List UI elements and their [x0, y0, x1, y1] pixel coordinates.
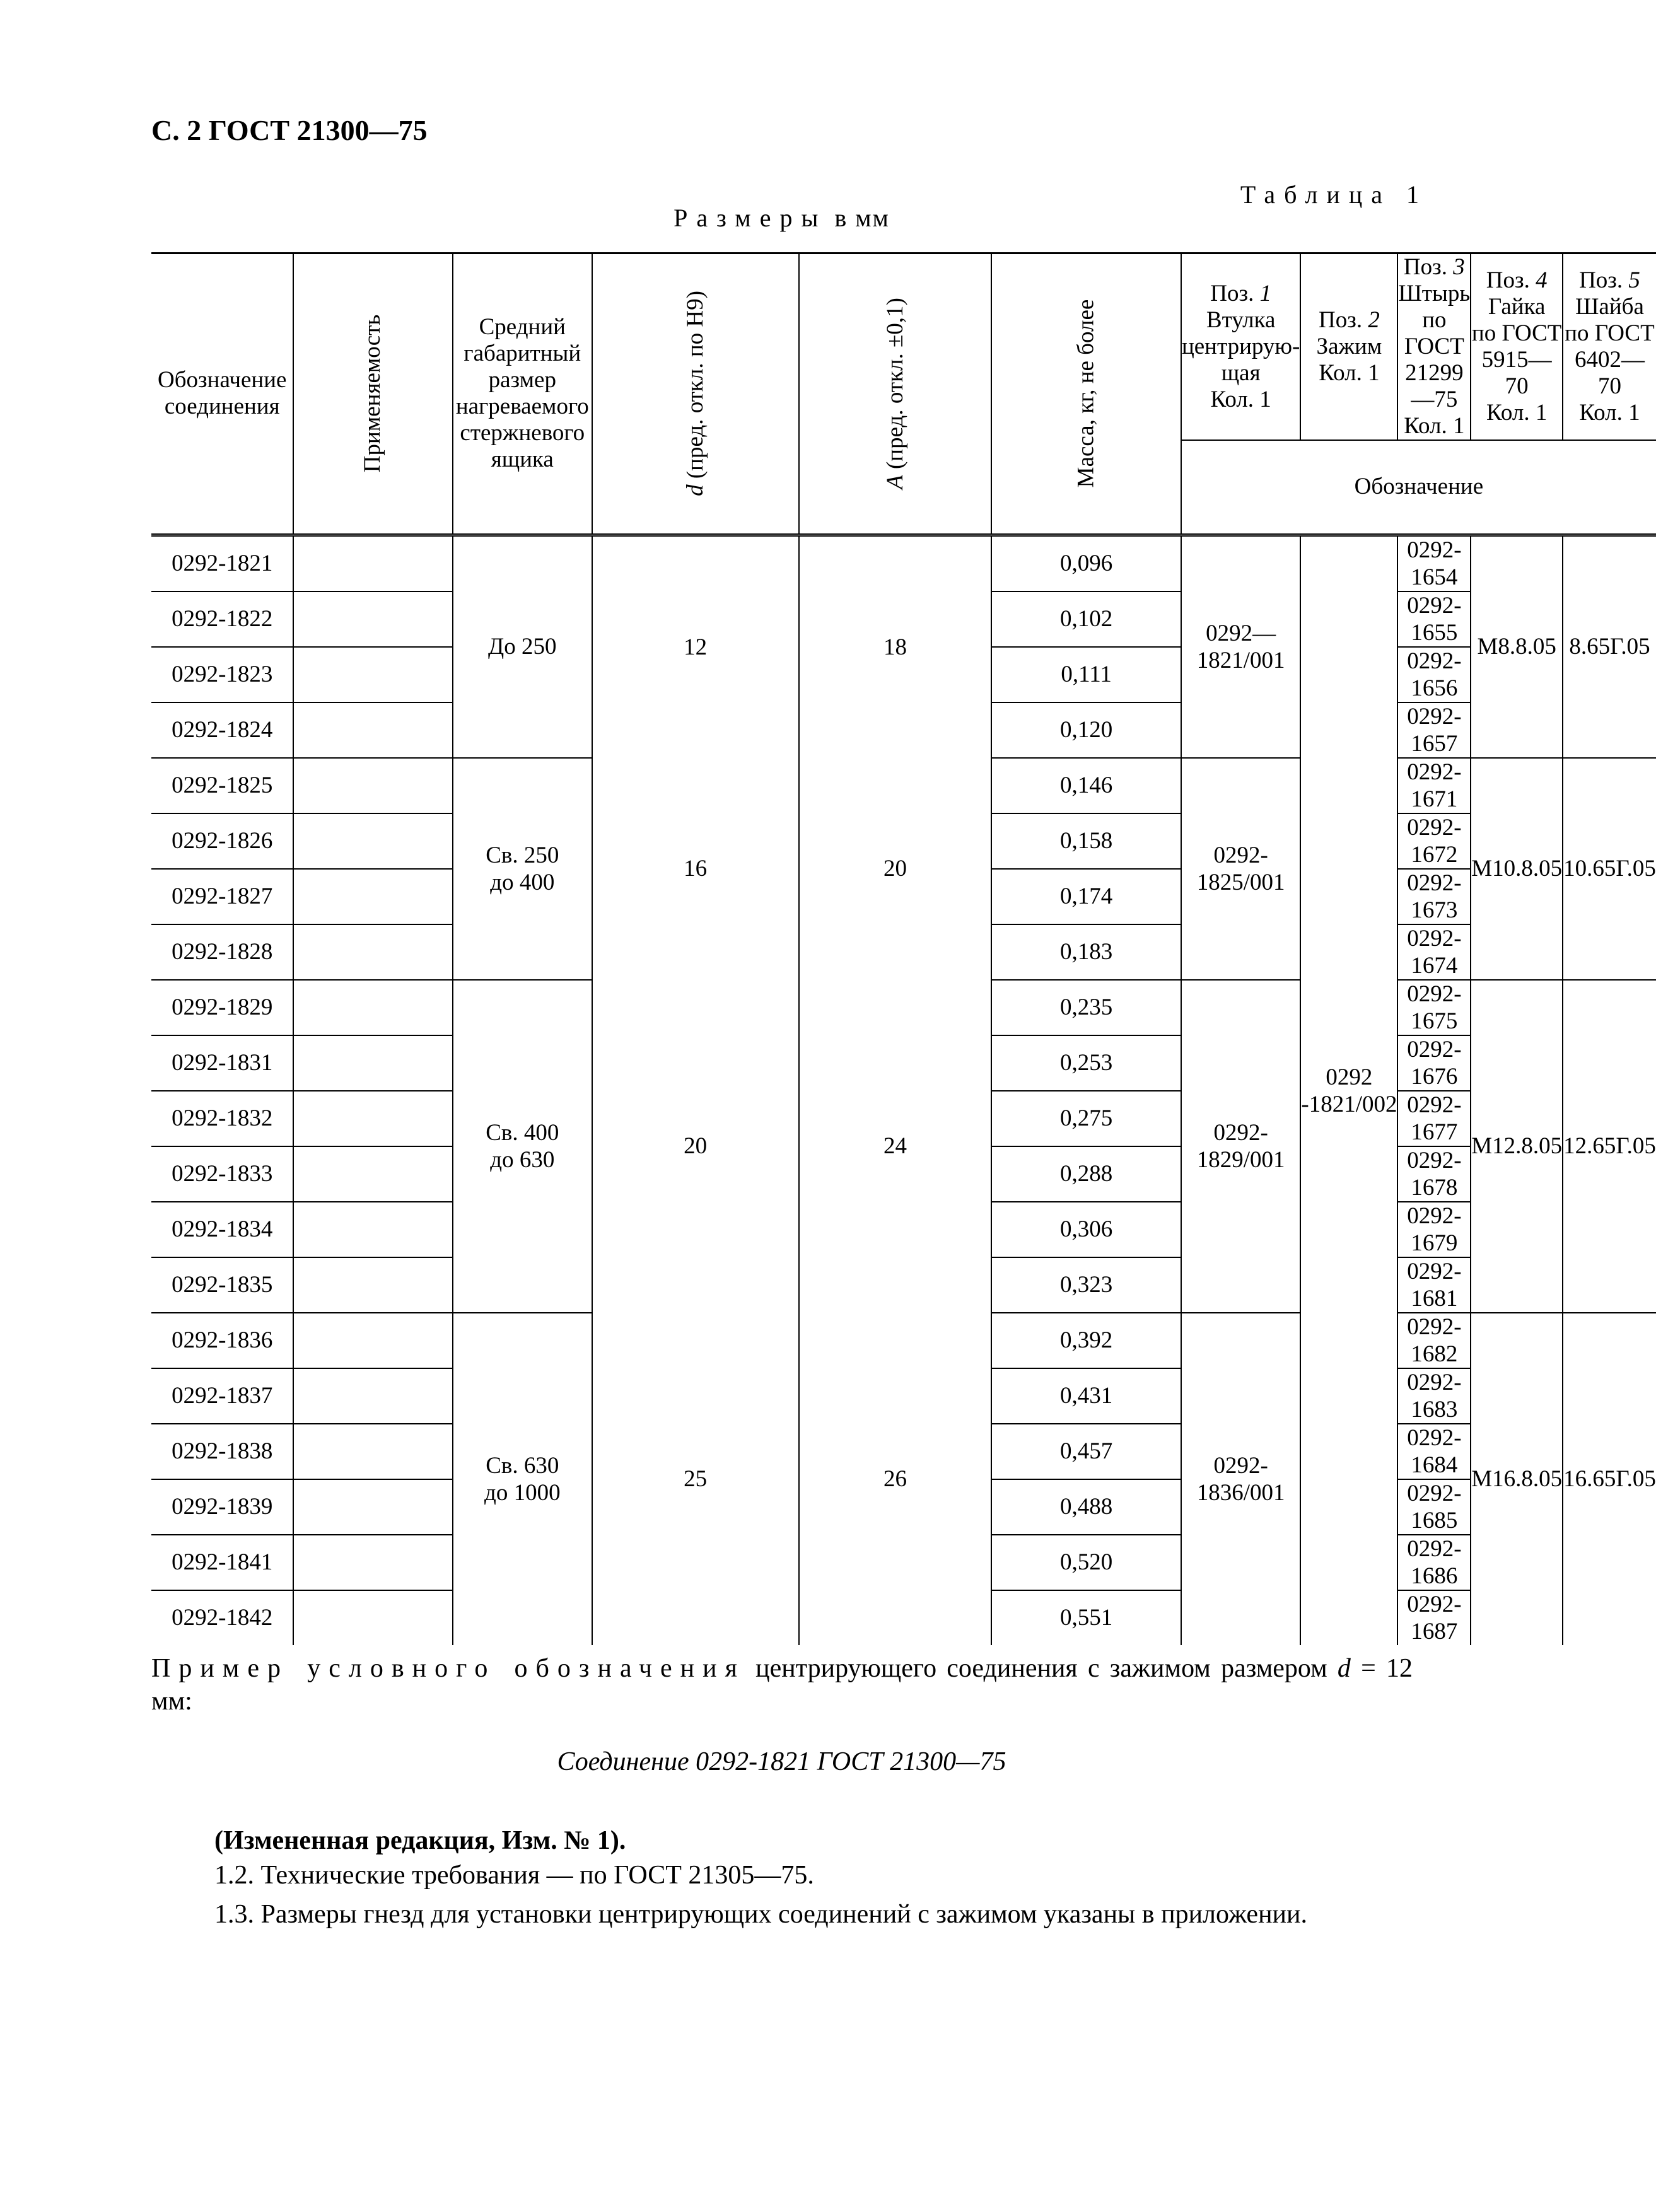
cell-mass: 0,288 — [991, 1146, 1181, 1202]
size-line-1: До 250 — [488, 634, 557, 660]
cell-pin: 0292-1672 — [1397, 813, 1471, 869]
cell-designation: 0292-1825 — [151, 758, 293, 813]
cell-washer: 8.65Г.05 — [1563, 535, 1656, 758]
cell-mass: 0,431 — [991, 1368, 1181, 1424]
header-pos3: Поз. 3 Штырь по ГОСТ 21299—75 Кол. 1 — [1398, 254, 1471, 439]
cell-designation: 0292-1824 — [151, 702, 293, 758]
cell-A: 26 — [799, 1313, 992, 1645]
cell-applicability — [293, 647, 452, 702]
cell-nut: M8.8.05 — [1471, 535, 1563, 758]
gost-table — [151, 252, 1656, 1645]
dims-rest: в мм — [827, 204, 890, 232]
cell-avg-size — [453, 535, 592, 758]
cell-bushing: 0292-1836/001 — [1181, 1313, 1300, 1645]
cell-d: 16 — [592, 758, 799, 980]
header-d: d (пред. откл. по H9) — [592, 253, 799, 535]
header-applicability: Применяемость — [293, 253, 452, 535]
cell-mass: 0,551 — [991, 1590, 1181, 1645]
cell-applicability — [293, 1368, 452, 1424]
cell-bushing: 0292-1825/001 — [1181, 758, 1300, 980]
cell-mass: 0,488 — [991, 1479, 1181, 1535]
clamp-line-2: -1821/002 — [1301, 1091, 1397, 1117]
cell-pin: 0292-1682 — [1397, 1313, 1471, 1368]
table-row — [151, 758, 1656, 813]
size-line-1: Св. 250 — [486, 842, 559, 868]
cell-designation: 0292-1833 — [151, 1146, 293, 1202]
cell-pin: 0292-1676 — [1397, 1035, 1471, 1091]
example-spaced: Пример условного обозначения — [151, 1654, 745, 1683]
cell-pin: 0292-1655 — [1397, 591, 1471, 647]
cell-washer: 10.65Г.05 — [1563, 758, 1656, 980]
cell-applicability — [293, 980, 452, 1035]
cell-designation: 0292-1837 — [151, 1368, 293, 1424]
cell-pin: 0292-1683 — [1397, 1368, 1471, 1424]
cell-designation: 0292-1822 — [151, 591, 293, 647]
cell-washer: 16.65Г.05 — [1563, 1313, 1656, 1645]
cell-mass: 0,158 — [991, 813, 1181, 869]
header-mass: Масса, кг, не более — [991, 253, 1181, 535]
cell-designation: 0292-1831 — [151, 1035, 293, 1091]
cell-designation: 0292-1835 — [151, 1257, 293, 1313]
table-label: Таблица 1 — [1240, 180, 1428, 209]
header-A: A (пред. откл. ±0,1) — [799, 253, 992, 535]
cell-designation: 0292-1841 — [151, 1535, 293, 1590]
cell-applicability — [293, 869, 452, 924]
cell-designation: 0292-1828 — [151, 924, 293, 980]
header-designation: Обозначение соединения — [151, 253, 293, 535]
table-row — [151, 535, 1656, 591]
cell-applicability — [293, 1146, 452, 1202]
cell-designation: 0292-1842 — [151, 1590, 293, 1645]
cell-applicability — [293, 1035, 452, 1091]
size-line-1: Св. 400 — [486, 1119, 559, 1146]
cell-pin: 0292-1673 — [1397, 869, 1471, 924]
cell-mass: 0,275 — [991, 1091, 1181, 1146]
cell-designation: 0292-1832 — [151, 1091, 293, 1146]
size-line-2: до 400 — [490, 869, 555, 895]
cell-applicability — [293, 758, 452, 813]
cell-mass: 0,146 — [991, 758, 1181, 813]
cell-mass: 0,306 — [991, 1202, 1181, 1257]
cell-designation: 0292-1836 — [151, 1313, 293, 1368]
cell-nut: M10.8.05 — [1471, 758, 1563, 980]
cell-pin: 0292-1687 — [1397, 1590, 1471, 1645]
cell-designation: 0292-1823 — [151, 647, 293, 702]
size-line-1: Св. 630 — [486, 1452, 559, 1479]
cell-A: 20 — [799, 758, 992, 980]
cell-applicability — [293, 1313, 452, 1368]
cell-pin: 0292-1677 — [1397, 1091, 1471, 1146]
cell-applicability — [293, 1590, 452, 1645]
header-oboznachenie: Обозначение — [1181, 440, 1656, 535]
cell-designation: 0292-1829 — [151, 980, 293, 1035]
table-row — [151, 980, 1656, 1035]
header-pos4: Поз. 4 Гайка по ГОСТ 5915—70 Кол. 1 — [1471, 253, 1563, 441]
example-tail: = 12 мм: — [151, 1654, 1413, 1716]
cell-applicability — [293, 535, 452, 591]
cell-washer: 12.65Г.05 — [1563, 980, 1656, 1313]
header-pos5: Поз. 5 Шайба по ГОСТ 6402—70 Кол. 1 — [1563, 253, 1656, 441]
example-designation: Соединение 0292-1821 ГОСТ 21300—75 — [557, 1747, 1006, 1776]
cell-mass: 0,520 — [991, 1535, 1181, 1590]
cell-designation: 0292-1838 — [151, 1424, 293, 1479]
cell-applicability — [293, 1091, 452, 1146]
cell-nut: M12.8.05 — [1471, 980, 1563, 1313]
cell-applicability — [293, 1424, 452, 1479]
cell-bushing: 0292—1821/001 — [1181, 535, 1300, 758]
cell-pin: 0292-1686 — [1397, 1535, 1471, 1590]
cell-A: 18 — [799, 535, 992, 758]
cell-pin: 0292-1674 — [1397, 924, 1471, 980]
cell-designation: 0292-1834 — [151, 1202, 293, 1257]
cell-mass: 0,235 — [991, 980, 1181, 1035]
cell-pin: 0292-1678 — [1397, 1146, 1471, 1202]
example-paragraph — [151, 1652, 1413, 1718]
header-avg-size: Средний габаритный размер нагреваемого стержневого ящика — [453, 253, 592, 535]
cell-mass: 0,111 — [991, 647, 1181, 702]
cell-applicability — [293, 1257, 452, 1313]
cell-mass: 0,457 — [991, 1424, 1181, 1479]
cell-pin: 0292-1656 — [1397, 647, 1471, 702]
cell-pin: 0292-1671 — [1397, 758, 1471, 813]
cell-pin: 0292-1685 — [1397, 1479, 1471, 1535]
cell-applicability — [293, 924, 452, 980]
cell-designation: 0292-1821 — [151, 535, 293, 591]
cell-d: 12 — [592, 535, 799, 758]
dimensions-label — [0, 203, 1563, 233]
cell-applicability — [293, 1479, 452, 1535]
header-pos2: Поз. 2 Зажим Кол. 1 — [1300, 253, 1397, 441]
cell-designation: 0292-1827 — [151, 869, 293, 924]
dims-spaced: Размеры — [673, 204, 827, 232]
cell-mass: 0,392 — [991, 1313, 1181, 1368]
example-d: d — [1337, 1654, 1351, 1683]
size-line-2: до 630 — [490, 1146, 555, 1173]
cell-mass: 0,102 — [991, 591, 1181, 647]
cell-pin: 0292-1679 — [1397, 1202, 1471, 1257]
cell-pin: 0292-1684 — [1397, 1424, 1471, 1479]
amendment-note: (Измененная редакция, Изм. № 1). — [214, 1826, 626, 1855]
cell-pin: 0292-1675 — [1397, 980, 1471, 1035]
cell-applicability — [293, 702, 452, 758]
cell-mass: 0,323 — [991, 1257, 1181, 1313]
cell-mass: 0,253 — [991, 1035, 1181, 1091]
cell-designation: 0292-1826 — [151, 813, 293, 869]
cell-d: 25 — [592, 1313, 799, 1645]
cell-avg-size — [453, 980, 592, 1313]
header-pos1: Поз. 1 Втулка центрирую- щая Кол. 1 — [1181, 253, 1300, 441]
cell-designation: 0292-1839 — [151, 1479, 293, 1535]
paragraph-1-2: 1.2. Технические требования — по ГОСТ 21305—75. — [214, 1861, 814, 1890]
cell-nut: M16.8.05 — [1471, 1313, 1563, 1645]
cell-pin: 0292-1681 — [1397, 1257, 1471, 1313]
cell-A: 24 — [799, 980, 992, 1313]
cell-mass: 0,183 — [991, 924, 1181, 980]
cell-mass: 0,096 — [991, 535, 1181, 591]
cell-pin: 0292-1657 — [1397, 702, 1471, 758]
cell-applicability — [293, 1535, 452, 1590]
cell-applicability — [293, 591, 452, 647]
clamp-line-1: 0292 — [1326, 1064, 1373, 1090]
size-line-2: до 1000 — [484, 1479, 561, 1506]
cell-applicability — [293, 1202, 452, 1257]
example-rest: центрирующего соединения с зажимом размером — [745, 1654, 1338, 1683]
table-row — [151, 1313, 1656, 1368]
cell-clamp — [1300, 535, 1397, 1645]
cell-mass: 0,120 — [991, 702, 1181, 758]
cell-avg-size — [453, 1313, 592, 1645]
cell-bushing: 0292-1829/001 — [1181, 980, 1300, 1313]
cell-avg-size — [453, 758, 592, 980]
paragraph-1-3: 1.3. Размеры гнезд для установки центрирующих соединений с зажимом указаны в приложении. — [214, 1900, 1307, 1929]
cell-pin: 0292-1654 — [1397, 535, 1471, 591]
cell-applicability — [293, 813, 452, 869]
cell-d: 20 — [592, 980, 799, 1313]
page-header: С. 2 ГОСТ 21300—75 — [151, 114, 428, 146]
cell-mass: 0,174 — [991, 869, 1181, 924]
